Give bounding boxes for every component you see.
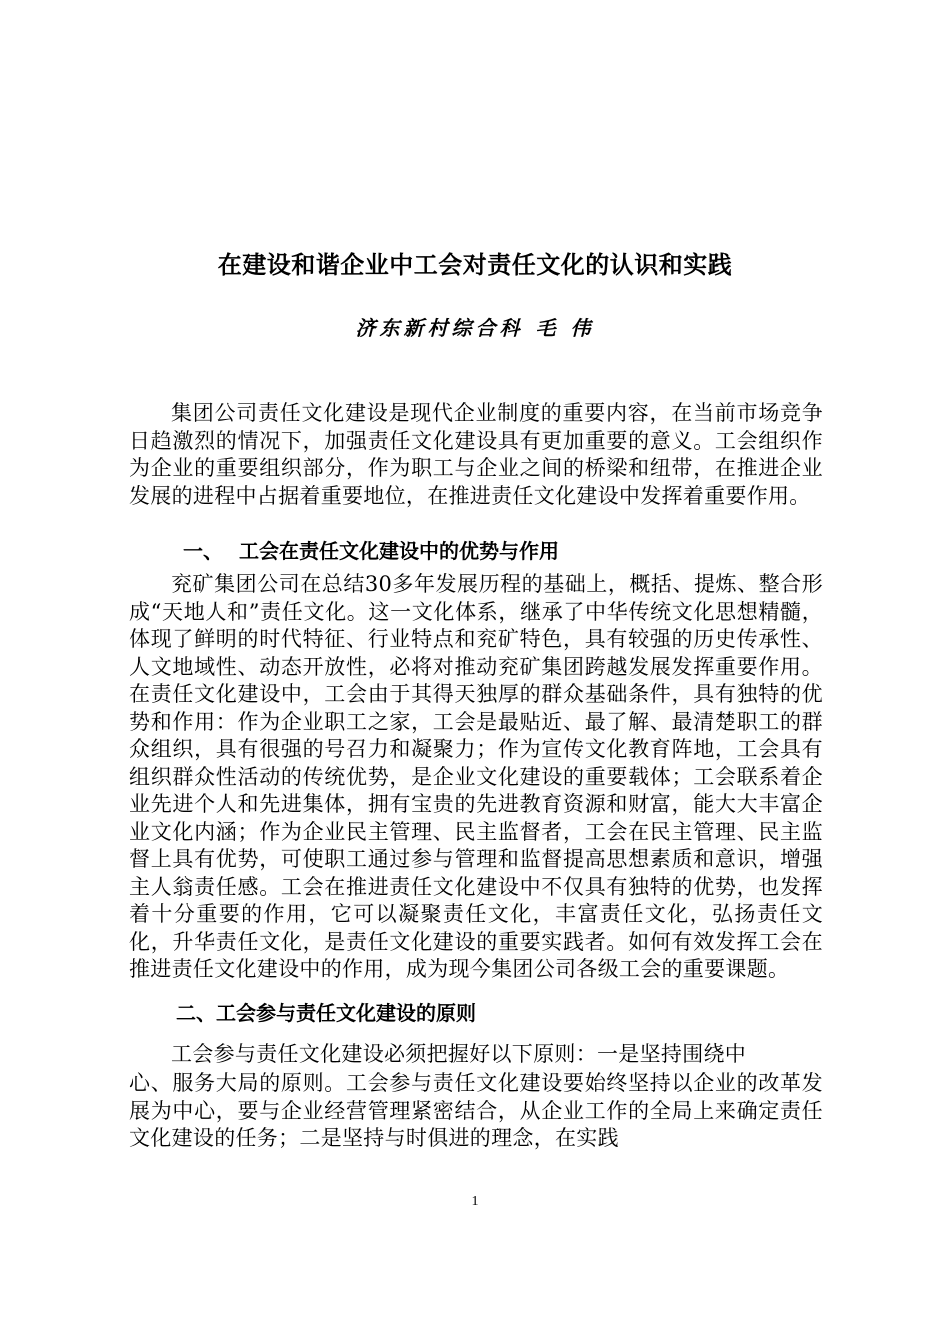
intro-paragraph: 集团公司责任文化建设是现代企业制度的重要内容，在当前市场竞争日趋激烈的情况下，加强责任文化建设具有更加重要的意义。工会组织作为企业的重要组织部分，作为职工与企业之间的桥梁和纽带，在推进企业发展的进程中占据着重要地位，在推进责任文化建设中发挥着重要作用。 [129,401,823,508]
section-heading-2: 二、工会参与责任文化建设的原则 [176,1001,476,1025]
section-2-paragraph-first-line: 工会参与责任文化建设必须把握好以下原则：一是坚持围绕中 [171,1042,747,1066]
section-2-paragraph-continued: 心、服务大局的原则。工会参与责任文化建设要始终坚持以企业的改革发展为中心，要与企业经营管理紧密结合，从企业工作的全局上来确定责任文化建设的任务；二是坚持与时俱进的理念，在实践 [129,1071,823,1150]
page-number: 1 [471,1194,479,1209]
author-line [0,313,950,343]
section-1-paragraph: 兖矿集团公司在总结30多年发展历程的基础上，概括、提炼、整合形成“天地人和”责任文化。这一文化体系，继承了中华传统文化思想精髓，体现了鲜明的时代特征、行业特点和兖矿特色，具有较强的历史传承性、人文地域性、动态开放性，必将对推动兖矿集团跨越发展发挥重要作用。在责任文化建设中，工会由于其得天独厚的群众基础条件，具有独特的优势和作用：作为企业职工之家，工会是最贴近、最了解、最清楚职工的群众组织，具有很强的号召力和凝聚力；作为宣传文化教育阵地，工会具有组织群众性活动的传统优势，是企业文化建设的重要载体；工会联系着企业先进个人和先进集体，拥有宝贵的先进教育资源和财富，能大大丰富企业文化内涵；作为企业民主管理、民主监督者，工会在民主管理、民主监督上具有优势，可使职工通过参与管理和监督提高思想素质和意识，增强主人翁责任感。工会在推进责任文化建设中不仅具有独特的优势，也发挥着十分重要的作用，它可以凝聚责任文化，丰富责任文化，弘扬责任文化，升华责任文化，是责任文化建设的重要实践者。如何有效发挥工会在推进责任文化建设中的作用，成为现今集团公司各级工会的重要课题。 [129,572,823,981]
author-name: 毛 伟 [535,316,595,340]
author-unit: 济东新村综合科 [355,316,524,340]
section-heading-1-text: 工会在责任文化建设中的优势与作用 [239,539,559,563]
document-title: 在建设和谐企业中工会对责任文化的认识和实践 [217,251,733,279]
section-heading-1-number: 一、 [183,539,223,563]
section-heading-1 [183,536,559,566]
